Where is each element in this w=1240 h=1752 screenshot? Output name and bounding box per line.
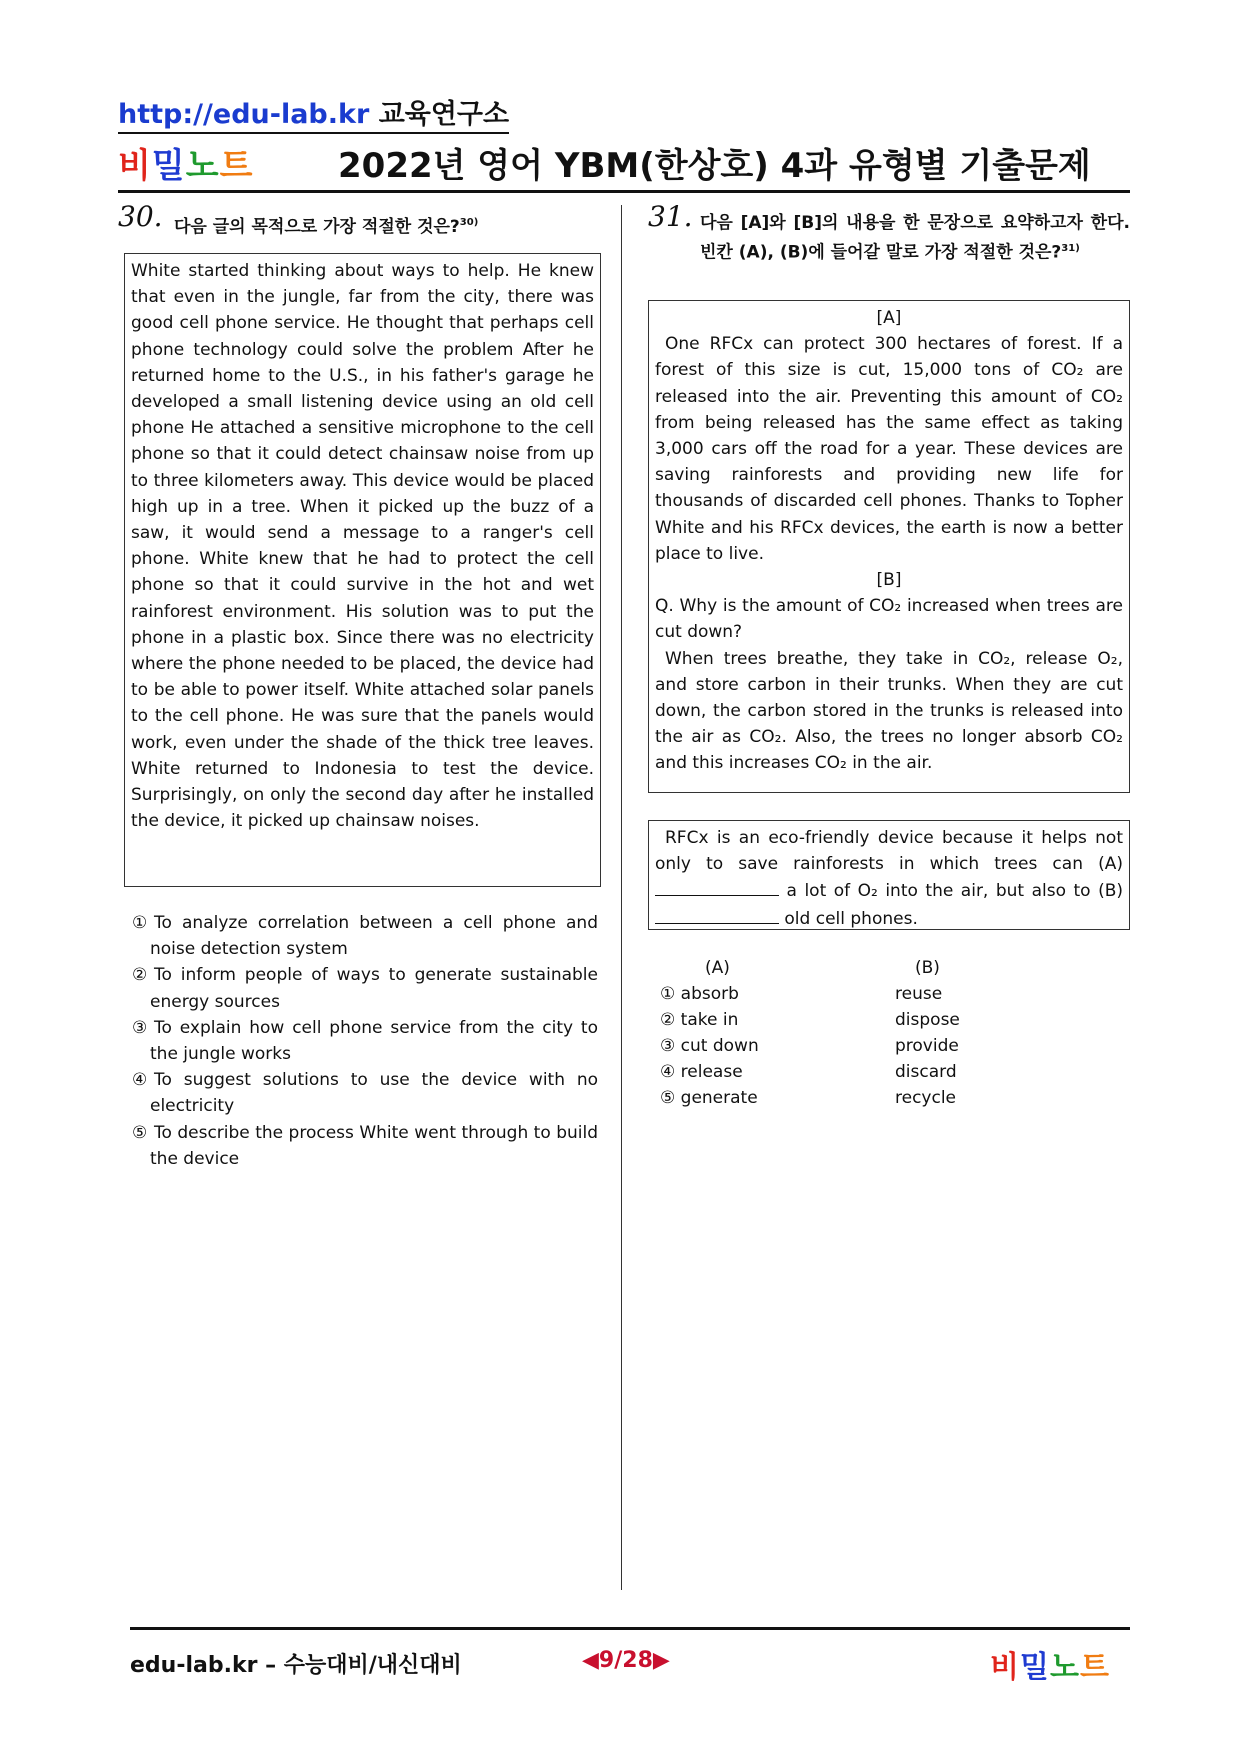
brand-char: 노	[1049, 1650, 1080, 1685]
summary-text: RFCx is an eco-friendly device because it helps not only to save rainforests in which trees can	[655, 828, 1123, 875]
choice-a: release	[680, 1062, 743, 1082]
institute-name: 교육연구소	[378, 99, 510, 130]
choice-3[interactable]	[660, 1033, 960, 1059]
q31-choices	[660, 955, 960, 1111]
blank-a	[655, 877, 779, 896]
option-text: To inform people of ways to generate sustainable energy sources	[150, 965, 598, 1012]
header-link[interactable]	[118, 92, 509, 134]
brand-char: 비	[990, 1650, 1020, 1685]
column-divider	[621, 205, 622, 1590]
blank-b	[655, 905, 779, 924]
choice-4[interactable]	[660, 1059, 960, 1085]
choices-header	[660, 955, 960, 981]
choice-b: reuse	[895, 984, 943, 1004]
option-mark: ⑤	[132, 1122, 148, 1143]
footer-divider	[130, 1627, 1130, 1630]
header-divider	[118, 190, 1130, 193]
question-b: Q. Why is the amount of CO₂ increased when trees are cut down?	[655, 596, 1123, 643]
choice-a: take in	[680, 1010, 739, 1030]
option-mark: ④	[132, 1070, 148, 1091]
choice-mark: ②	[660, 1010, 676, 1030]
choice-5[interactable]	[660, 1085, 960, 1111]
option-mark: ②	[132, 965, 148, 986]
choice-a: cut down	[680, 1036, 759, 1056]
option-1[interactable]	[132, 910, 598, 962]
footer-site: edu-lab.kr – 수능대비/내신대비	[130, 1653, 462, 1678]
site-url[interactable]: http://edu-lab.kr	[118, 99, 370, 130]
option-text: To suggest solutions to use the device with no electricity	[150, 1070, 598, 1117]
page-indicator: ◀9/28▶	[582, 1648, 670, 1673]
q31-passage-box	[648, 300, 1130, 793]
option-3[interactable]	[132, 1015, 598, 1067]
q31-prompt: 다음 [A]와 [B]의 내용을 한 문장으로 요약하고자 한다. 빈칸 (A), (B)에 들어갈 말로 가장 적절한 것은?	[700, 213, 1130, 263]
blank-a-label: (A)	[1098, 854, 1123, 875]
q30-footnote: 30)	[459, 217, 479, 228]
choice-a: generate	[680, 1088, 758, 1108]
summary-text: a lot of O₂ into the air, but also to	[786, 881, 1091, 902]
q31-header	[648, 200, 1130, 266]
document-title: 2022년 영어 YBM(한상호) 4과 유형별 기출문제	[338, 146, 1091, 186]
label-b: [B]	[876, 570, 902, 591]
option-mark: ①	[132, 913, 148, 933]
choice-mark: ③	[660, 1036, 676, 1056]
choice-b: recycle	[895, 1088, 957, 1108]
q30-number: 30.	[118, 200, 163, 233]
choice-b: discard	[895, 1062, 957, 1082]
blank-b-label: (B)	[1098, 881, 1124, 902]
answer-b: When trees breathe, they take in CO₂, release O₂, and store carbon in their trunks. When they are cut down, the carbon stored in the trunks is released into the air as CO₂. Also, the trees no longer absorb CO₂ and this increases CO₂ in the air.	[655, 648, 1123, 774]
label-a: [A]	[876, 308, 902, 328]
choice-b: provide	[895, 1036, 959, 1056]
choice-head-a: (A)	[705, 958, 730, 978]
choice-2[interactable]	[660, 1007, 960, 1033]
brand-char: 비	[118, 146, 152, 186]
q30-prompt: 다음 글의 목적으로 가장 적절한 것은?	[174, 216, 460, 237]
q30-header	[118, 200, 598, 240]
option-text: To describe the process White went through to build the device	[150, 1122, 598, 1169]
brand-char: 밀	[151, 146, 186, 186]
choice-b: dispose	[895, 1010, 960, 1030]
q31-footnote: 31)	[1061, 243, 1080, 254]
option-mark: ③	[132, 1017, 148, 1038]
choice-head-b: (B)	[915, 958, 940, 978]
brand-logo	[118, 138, 253, 187]
brand-char: 트	[219, 146, 254, 186]
choice-1[interactable]	[660, 981, 960, 1007]
option-5[interactable]	[132, 1120, 598, 1172]
q31-number: 31.	[648, 200, 693, 233]
choice-a: absorb	[680, 984, 739, 1004]
footer-brand-logo	[990, 1642, 1110, 1686]
q30-passage: White started thinking about ways to help. He knew that even in the jungle, far from the city, there was good cell phone service. He thought that perhaps cell phone technology could solve the problem After he returned home to the U.S., in his father's garage he developed a small listening device using an old cell phone He attached a sensitive microphone to the cell phone so that it could detect chainsaw noise from up to three kilometers away. This device would be placed high up in a tree. When it picked up the buzz of a saw, it would send a message to a ranger's cell phone. White knew that he had to protect the cell phone so that it could survive in the hot and wet rainforest environment. His solution was to put the phone in a plastic box. Since there was no electricity where the phone needed to be placed, the device had to be able to power itself. White attached solar panels to the cell phone. He was sure that the panels would work, even under the shade of the thick tree leaves. White returned to Indonesia to test the device. Surprisingly, on only the second day after he installed the device, it picked up chainsaw noises.	[124, 253, 601, 887]
option-text: To analyze correlation between a cell phone and noise detection system	[150, 913, 598, 960]
choice-mark: ⑤	[660, 1088, 676, 1108]
title-row	[118, 138, 1130, 186]
option-2[interactable]	[132, 962, 598, 1014]
q30-options	[132, 910, 598, 1172]
choice-mark: ①	[660, 984, 676, 1004]
option-4[interactable]	[132, 1067, 598, 1119]
brand-char: 트	[1079, 1650, 1110, 1685]
brand-char: 밀	[1019, 1650, 1050, 1685]
summary-text: old cell phones.	[784, 908, 918, 929]
brand-char: 노	[185, 146, 220, 186]
choice-mark: ④	[660, 1062, 676, 1082]
summary-box	[648, 820, 1130, 930]
option-text: To explain how cell phone service from the city to the jungle works	[150, 1017, 598, 1065]
passage-a: One RFCx can protect 300 hectares of forest. If a forest of this size is cut, 15,000 tons of CO₂ are released into the air. Preventing this amount of CO₂ from being released has the same effect as taking 3,000 cars off the road for a year. These devices are saving rainforests and providing new life for thousands of discarded cell phones. Thanks to Topher White and his RFCx devices, the earth is now a better place to live.	[655, 334, 1123, 564]
